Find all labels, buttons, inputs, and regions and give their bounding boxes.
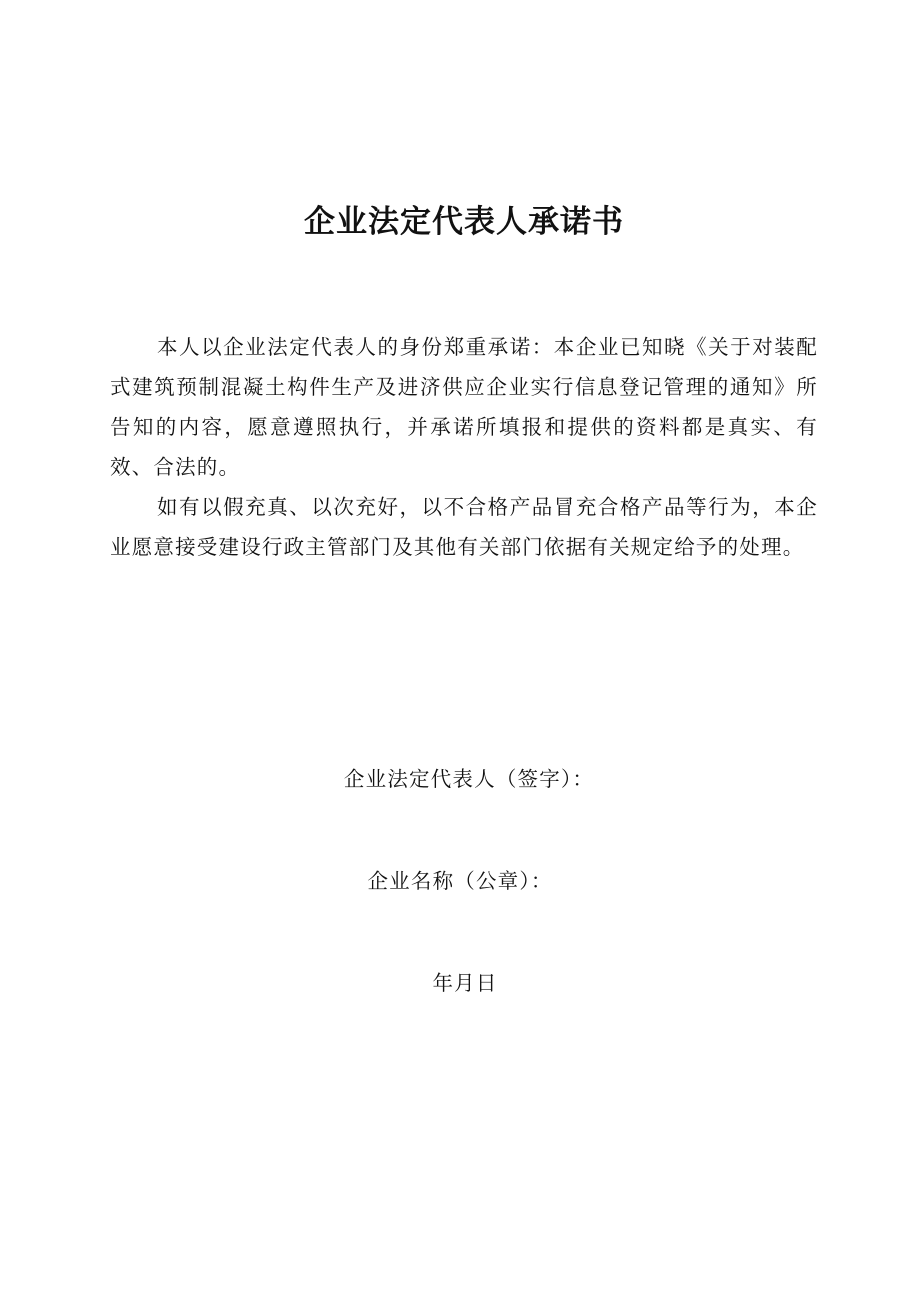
- company-seal-label: 企业名称（公章）：: [367, 869, 553, 893]
- date-label: 年月日: [432, 971, 498, 995]
- commitment-paragraph-1: 本人以企业法定代表人的身份郑重承诺：本企业已知晓《关于对装配式建筑预制混凝土构件生产及进济供应企业实行信息登记管理的通知》所告知的内容，愿意遵照执行，并承诺所填报和提供的资料都是真实、有效、合法的。: [110, 335, 818, 479]
- representative-signature-label: 企业法定代表人（签字）：: [343, 767, 595, 791]
- commitment-body: [110, 327, 818, 567]
- document-title: 企业法定代表人承诺书: [304, 204, 624, 240]
- commitment-paragraph-2: 如有以假充真、以次充好，以不合格产品冒充合格产品等行为，本企业愿意接受建设行政主管部门及其他有关部门依据有关规定给予的处理。: [110, 495, 818, 559]
